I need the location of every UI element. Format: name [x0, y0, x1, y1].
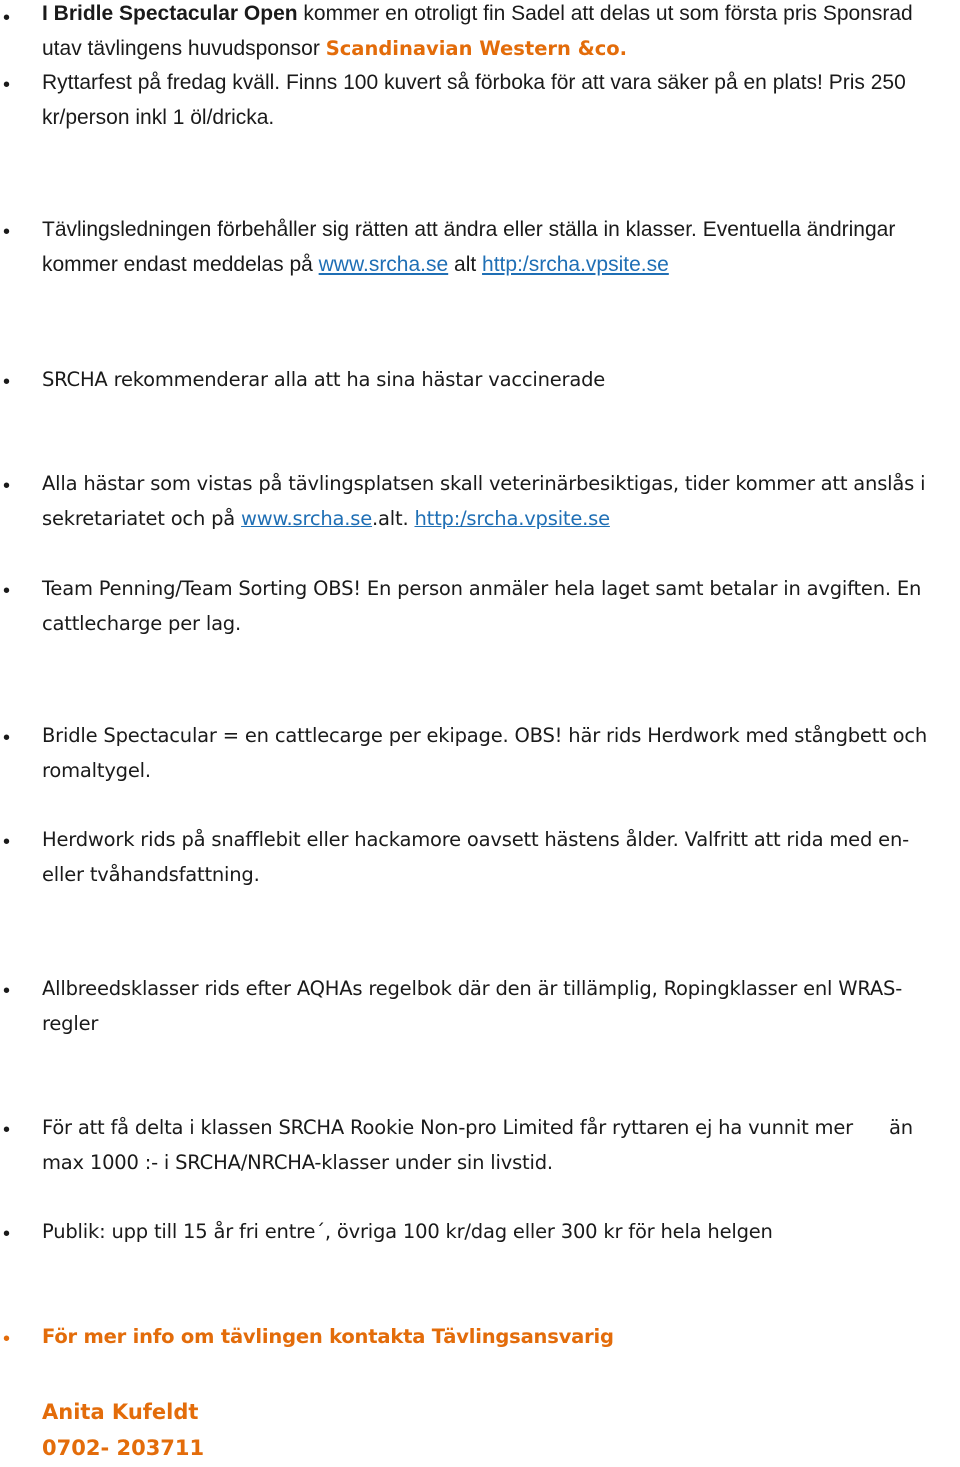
- bullet-icon: •: [3, 221, 11, 243]
- item-text: alt: [448, 253, 483, 276]
- bullet-icon: •: [3, 580, 11, 602]
- bullet-icon: •: [3, 371, 11, 393]
- bullet-icon: •: [3, 1223, 11, 1245]
- bullet-icon: •: [3, 727, 11, 749]
- item-text: Tävlingsledningen förbehåller sig rätten att ändra eller ställa in klasser. Eventuella ändringar kommer endast meddelas på: [42, 218, 896, 276]
- bullet-icon: •: [3, 74, 11, 96]
- item-text: än max 1000 :- i SRCHA/NRCHA-klasser under sin livstid.: [42, 1116, 913, 1174]
- bullet-icon: •: [3, 1328, 11, 1350]
- list-item-text: SRCHA rekommenderar alla att ha sina hästar vaccinerade: [42, 368, 606, 391]
- list-item-text: Bridle Spectacular = en cattlecarge per ekipage. OBS! här rids Herdwork med stångbett och romaltygel.: [42, 724, 928, 782]
- list-item-text: [42, 212, 952, 282]
- list-item-text: Team Penning/Team Sorting OBS! En person anmäler hela laget samt betalar in avgiften. En cattlecharge per lag.: [42, 577, 922, 635]
- bullet-icon: •: [3, 1119, 11, 1141]
- list-item-text: [42, 466, 952, 536]
- list-item-text: [42, 0, 952, 66]
- list-item-text: Ryttarfest på fredag kväll. Finns 100 kuvert så förboka för att vara säker på en plats! Pris 250 kr/person inkl 1 öl/dricka.: [42, 71, 906, 129]
- vpsite-link[interactable]: http:/srcha.vpsite.se: [414, 507, 610, 530]
- bullet-icon: •: [3, 7, 11, 29]
- item-text: Alla hästar som vistas på tävlingsplatsen skall veterinärbesiktigas, tider kommer att anslås i sekretariatet och på: [42, 472, 926, 530]
- item-text: kommer en otroligt fin Sadel att delas ut som första pris Sponsrad utav tävlingens huvudsponsor: [42, 2, 913, 60]
- contact-phone: 0702- 203711: [42, 1436, 205, 1460]
- list-item-text: Allbreedsklasser rids efter AQHAs regelbok där den är tillämplig, Ropingklasser enl WRAS-regler: [42, 977, 903, 1035]
- bullet-icon: •: [3, 980, 11, 1002]
- list-item-text: [42, 1110, 952, 1180]
- bullet-icon: •: [3, 475, 11, 497]
- contact-name: Anita Kufeldt: [42, 1400, 199, 1424]
- event-title: I Bridle Spectacular Open: [42, 2, 298, 25]
- contact-heading: För mer info om tävlingen kontakta Tävlingsansvarig: [42, 1325, 614, 1348]
- bullet-icon: •: [3, 831, 11, 853]
- item-text: .alt.: [372, 507, 415, 530]
- srcha-link[interactable]: www.srcha.se: [241, 507, 373, 530]
- vpsite-link[interactable]: http:/srcha.vpsite.se: [482, 253, 669, 276]
- list-item-text: Herdwork rids på snafflebit eller hackamore oavsett hästens ålder. Valfritt att rida med en-eller tvåhandsfattning.: [42, 828, 909, 886]
- item-text: För att få delta i klassen SRCHA Rookie Non-pro Limited får ryttaren ej ha vunnit mer: [42, 1116, 853, 1139]
- srcha-link[interactable]: www.srcha.se: [318, 253, 449, 276]
- sponsor-name: Scandinavian Western &co.: [325, 37, 628, 60]
- list-item-text: Publik: upp till 15 år fri entre´, övriga 100 kr/dag eller 300 kr för hela helgen: [42, 1220, 773, 1243]
